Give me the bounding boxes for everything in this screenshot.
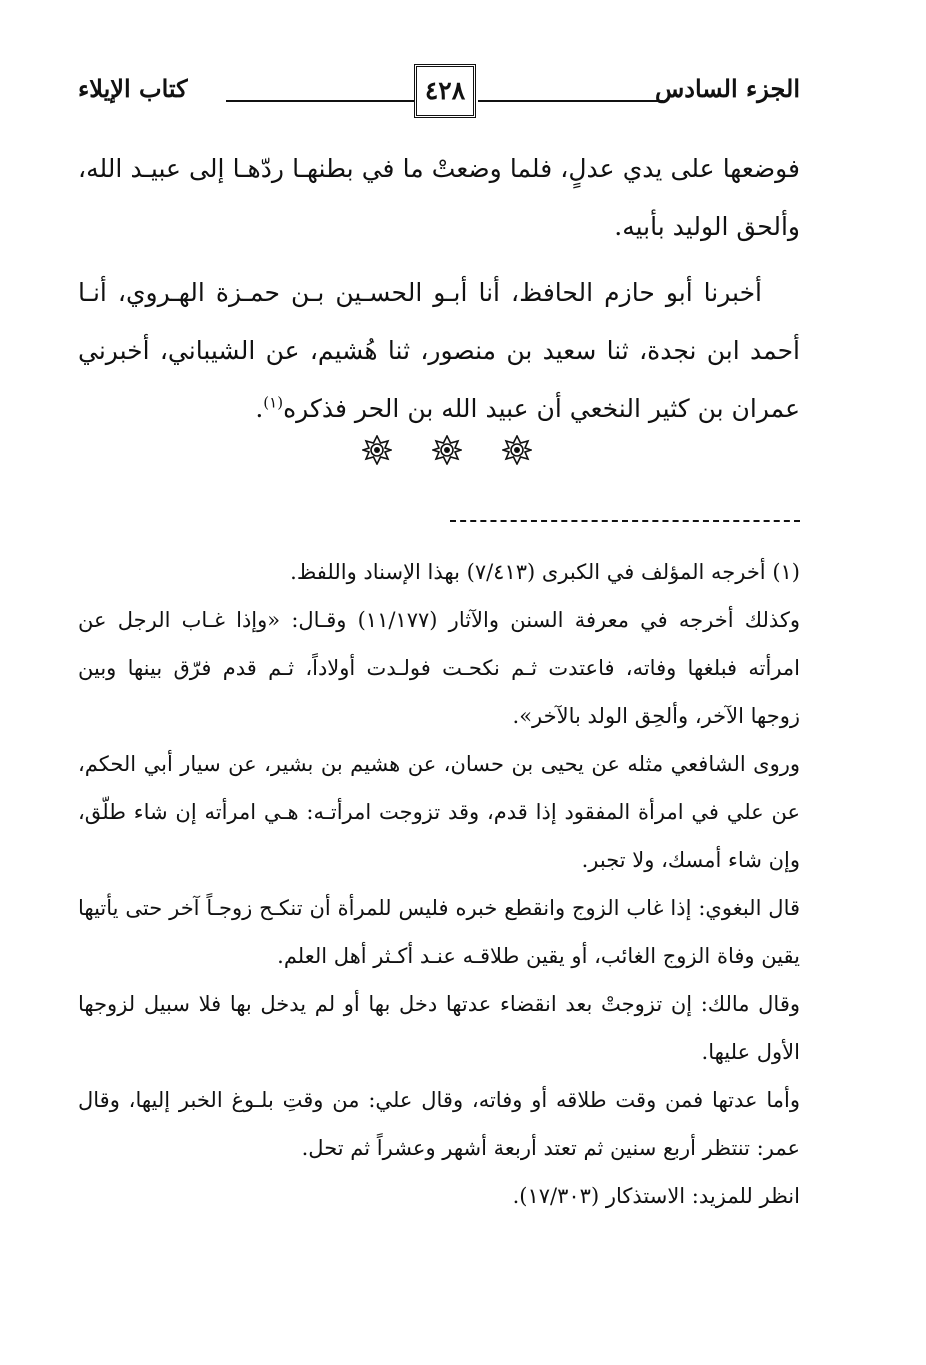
paragraph-1: فوضعها على يدي عدلٍ، فلما وضعتْ ما في بطنهـا ردّهـا إلى عبيـد الله، وألحق الوليد بأبيه. — [78, 154, 800, 241]
section-divider-ornaments — [362, 430, 532, 470]
footnote-line: قال البغوي: إذا غاب الزوج وانقطع خبره فليس للمرأة أن تنكـح زوجـاً آخر حتى يأتيها يقين وفاة الزوج الغائب، أو يقين طلاقـه عنـد أكـثر أهل العلم. — [78, 896, 800, 968]
header-rule-left — [226, 100, 414, 102]
flower-ornament-icon — [362, 435, 392, 465]
page-number: ٤٢٨ — [414, 64, 476, 118]
flower-ornament-icon — [502, 435, 532, 465]
footnote-reference: (١) — [263, 393, 284, 412]
page-header — [78, 60, 800, 122]
paragraph-2-text: أخبرنا أبو حازم الحافظ، أنا أبـو الحسـين بـن حمـزة الهـروي، أنـا أحمد ابن نجدة، ثنا سعيد بن منصور، ثنا هُشيم، عن الشيباني، أخبرني عمران بن كثير النخعي أن عبيد الله بن الحر فذكره — [78, 278, 800, 423]
footnote-line: وقال مالك: إن تزوجتْ بعد انقضاء عدتها دخل بها أو لم يدخل بها فلا سبيل لزوجها الأول عليها. — [78, 992, 800, 1064]
footnotes — [78, 548, 800, 1220]
book-title: كتاب الإيلاء — [78, 74, 188, 103]
footnote-line: وأما عدتها فمن وقت طلاقه أو وفاته، وقال علي: من وقتِ بلـوغ الخبر إليها، وقال عمر: تنتظر أربع سنين ثم تعتد أربعة أشهر وعشراً ثم تحل. — [78, 1088, 800, 1160]
footnote-line: وكذلك أخرجه في معرفة السنن والآثار (١١/١٧٧) وقـال: «وإذا غـاب الرجل عن امرأته فبلغها وفاته، فاعتدت ثـم نكحـت فولـدت أولاداً، ثـم قدم فرّق بينها وبين زوجها الآخر، وألحِق الولد بالآخر». — [78, 608, 801, 728]
paragraph-2 — [78, 264, 800, 438]
footnote-separator — [450, 520, 800, 522]
sentence-end: . — [255, 394, 264, 423]
footnote-line: وروى الشافعي مثله عن يحيى بن حسان، عن هشيم بن بشير، عن سيار أبي الحكم، عن علي في امرأة المفقود إذا قدم، وقد تزوجت امرأتـه: هـي امرأته إن شاء طلّق، وإن شاء أمسك، ولا تجبر. — [78, 752, 800, 872]
header-rule-right — [478, 100, 663, 102]
footnote-line: انظر للمزيد: الاستذكار (١٧/٣٠٣). — [512, 1184, 800, 1208]
footnote-line: (١) أخرجه المؤلف في الكبرى (٧/٤١٣) بهذا الإسناد واللفظ. — [290, 560, 800, 584]
part-title: الجزء السادس — [654, 74, 800, 103]
flower-ornament-icon — [432, 435, 462, 465]
main-text — [78, 140, 800, 438]
